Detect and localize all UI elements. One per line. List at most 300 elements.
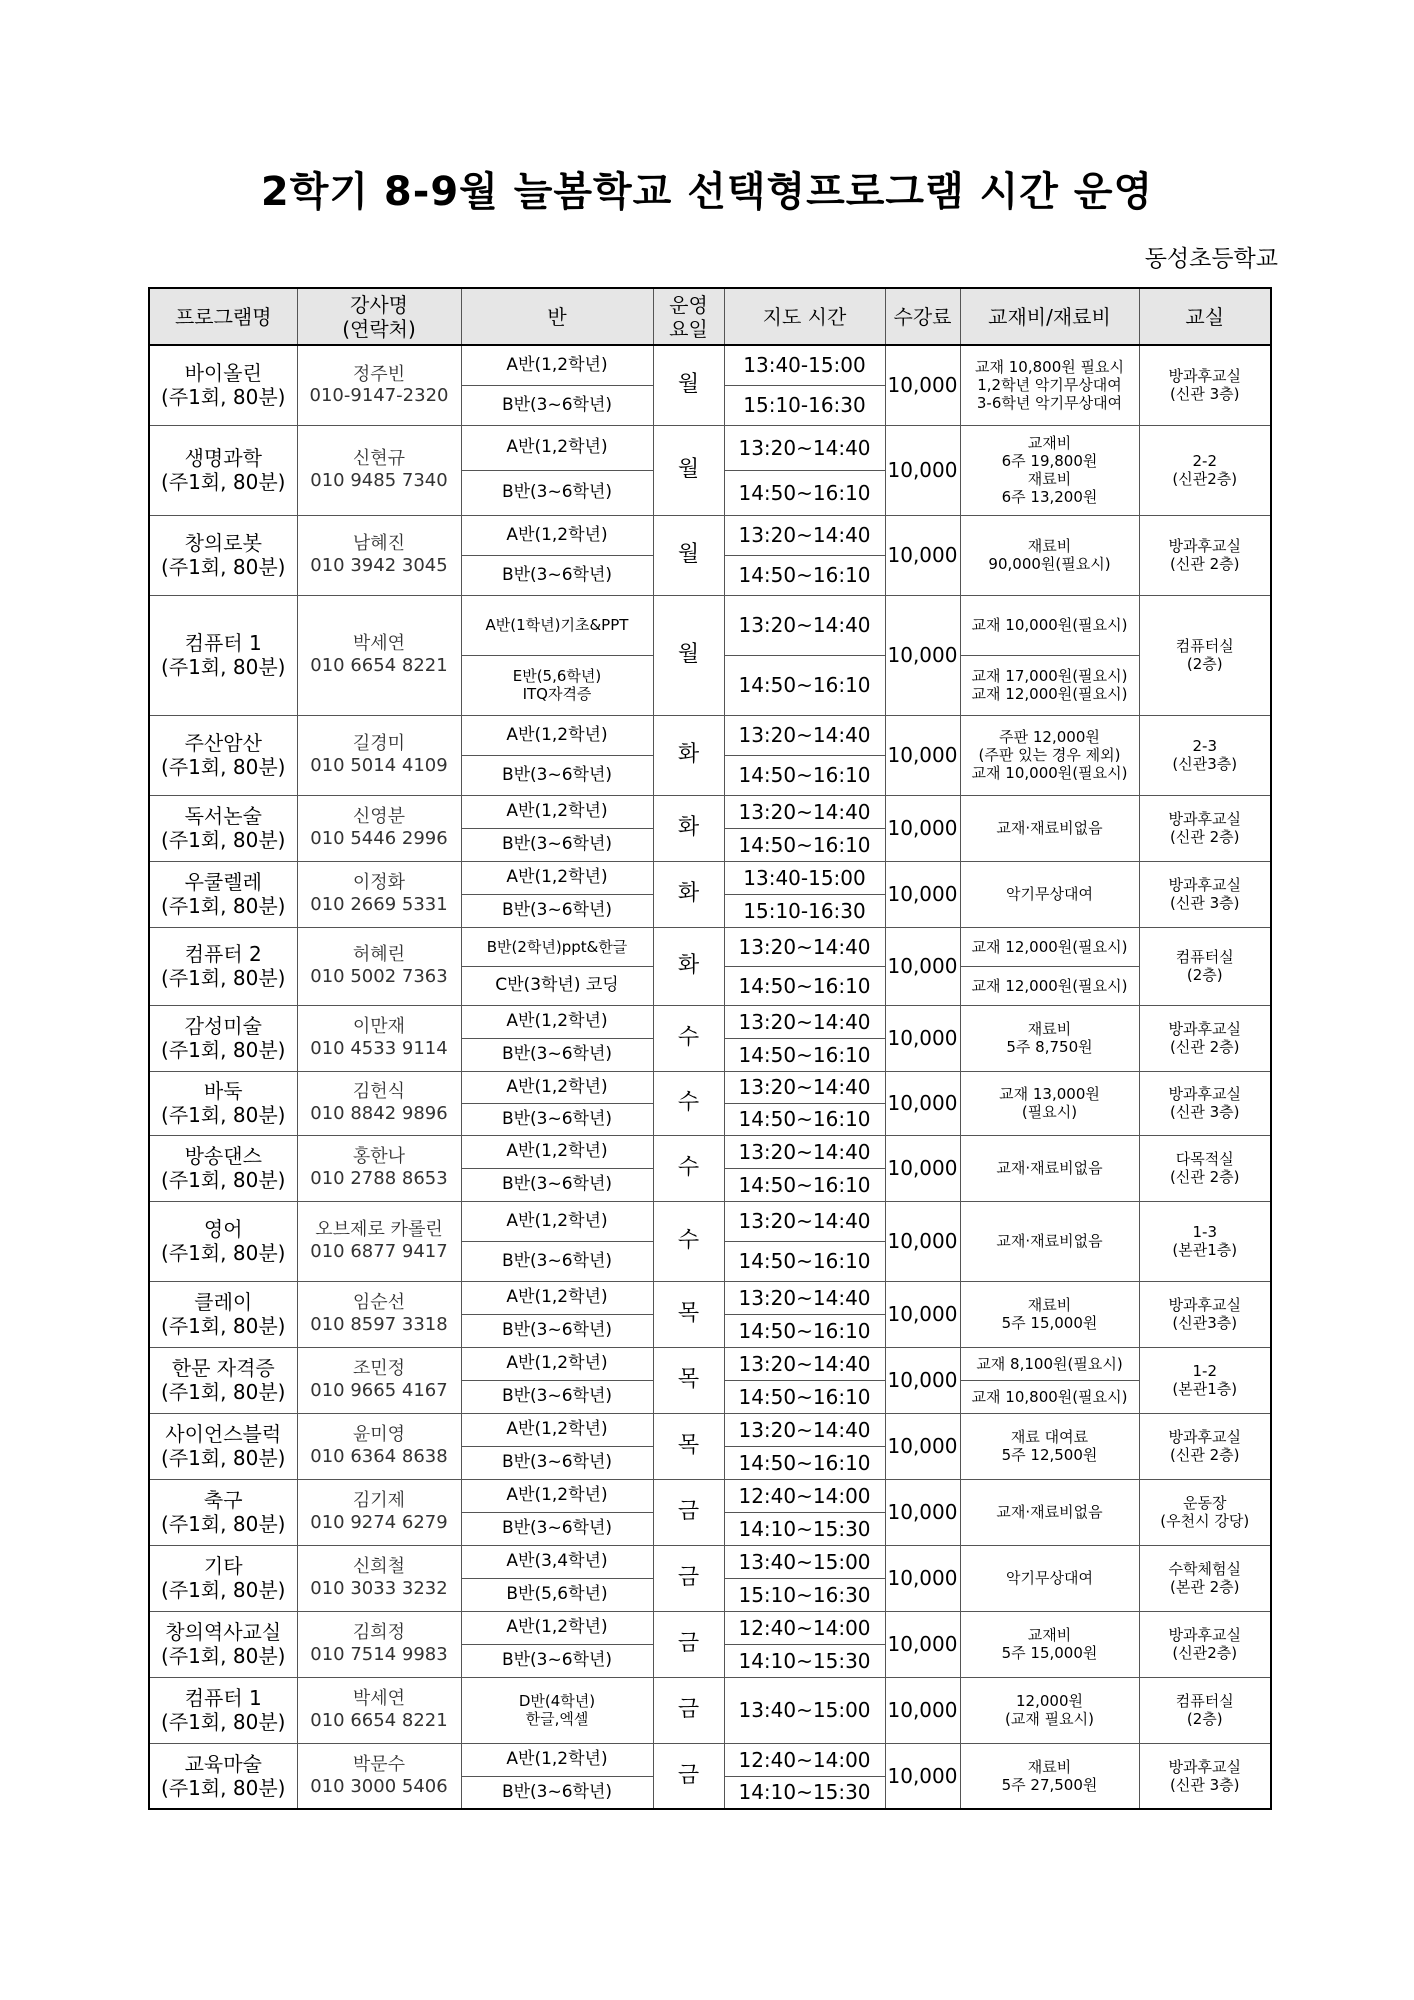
program-text: 바이올린 — [184, 361, 262, 386]
materials — [960, 515, 1139, 595]
room — [1139, 1413, 1271, 1479]
teacher-text: 조민정 — [352, 1358, 406, 1380]
class-name — [461, 1776, 653, 1809]
materials-text: 교재·재료비없음 — [996, 1232, 1103, 1250]
room-text: 컴퓨터실 — [1175, 1692, 1234, 1710]
program-text: 창의역사교실 — [165, 1620, 282, 1644]
table-row — [149, 1413, 1271, 1446]
room — [1139, 715, 1271, 795]
program-text: (주1회, 80분) — [161, 1380, 286, 1404]
time-slot: 14:50~16:10 — [724, 966, 885, 1005]
teacher-info — [297, 425, 461, 515]
room — [1139, 861, 1271, 927]
room-text: (신관2층) — [1172, 1644, 1238, 1662]
program-text: (주1회, 80분) — [161, 385, 286, 410]
materials-text: (교재 필요시) — [1005, 1710, 1094, 1728]
time-slot: 15:10~16:30 — [724, 1578, 885, 1611]
class-name — [461, 1314, 653, 1347]
class-text: A반(1,2학년) — [506, 867, 608, 888]
teacher-text: 010 9485 7340 — [310, 470, 448, 491]
room-text: 다목적실 — [1175, 1150, 1234, 1168]
room-text: 컴퓨터실 — [1175, 637, 1234, 655]
fee: 10,000 — [885, 861, 960, 927]
table-row — [149, 595, 1271, 655]
room-text: 운동장 — [1183, 1494, 1227, 1512]
teacher-text: 박세연 — [352, 1688, 406, 1710]
table-row — [149, 1611, 1271, 1644]
materials — [960, 425, 1139, 515]
teacher-info — [297, 795, 461, 861]
materials-text: 재료비 — [1027, 1296, 1072, 1314]
room-text: 방과후교실 — [1168, 367, 1241, 386]
time-slot: 13:20~14:40 — [724, 795, 885, 828]
materials-text: 교재 8,100원(필요시) — [976, 1354, 1123, 1373]
time-slot: 14:50~16:10 — [724, 1241, 885, 1281]
room-text: 방과후교실 — [1168, 1296, 1241, 1314]
time-slot: 14:50~16:10 — [724, 655, 885, 715]
teacher-text: 길경미 — [352, 733, 406, 755]
teacher-info — [297, 715, 461, 795]
day: 금 — [653, 1611, 724, 1677]
materials — [960, 1071, 1139, 1135]
class-text: A반(1,2학년) — [506, 1485, 608, 1506]
class-text: B반(3~6학년) — [501, 1044, 613, 1065]
teacher-text: 010 4533 9114 — [310, 1038, 448, 1059]
fee: 10,000 — [885, 1677, 960, 1743]
table-row — [149, 425, 1271, 470]
class-text: A반(1,2학년) — [506, 1353, 608, 1374]
teacher-text: 신영분 — [352, 806, 406, 828]
teacher-info — [297, 595, 461, 715]
teacher-text: 010 5446 2996 — [310, 828, 448, 849]
table-row — [149, 715, 1271, 755]
room-text: (신관 2층) — [1170, 555, 1240, 573]
school-name: 동성초등학교 — [1144, 246, 1278, 272]
table-row — [149, 1281, 1271, 1314]
room — [1139, 515, 1271, 595]
program-text: 감성미술 — [184, 1014, 262, 1038]
program-text: (주1회, 80분) — [161, 555, 286, 579]
program-text: (주1회, 80분) — [161, 755, 286, 779]
program-text: 영어 — [203, 1217, 243, 1241]
class-name — [461, 966, 653, 1005]
teacher-text: 남혜진 — [352, 533, 406, 555]
teacher-text: 010 2669 5331 — [310, 894, 448, 915]
day: 수 — [653, 1071, 724, 1135]
program-text: (주1회, 80분) — [161, 1241, 286, 1265]
class-name — [461, 828, 653, 861]
program-text: 컴퓨터 1 — [184, 631, 262, 655]
fee: 10,000 — [885, 425, 960, 515]
class-name — [461, 1005, 653, 1038]
time-slot: 14:50~16:10 — [724, 1103, 885, 1135]
day: 화 — [653, 861, 724, 927]
class-text: 한글,엑셀 — [525, 1710, 589, 1728]
class-text: B반(3~6학년) — [501, 482, 613, 503]
class-text: B반(3~6학년) — [501, 1174, 613, 1195]
teacher-text: 이정화 — [352, 872, 406, 894]
class-name — [461, 1103, 653, 1135]
day: 월 — [653, 345, 724, 425]
program-name — [149, 1413, 297, 1479]
class-text: ITQ자격증 — [522, 685, 592, 703]
teacher-text: 김희정 — [352, 1622, 406, 1644]
teacher-text: 윤미영 — [352, 1424, 406, 1446]
time-slot: 13:20~14:40 — [724, 1201, 885, 1241]
teacher-info — [297, 861, 461, 927]
teacher-info — [297, 1005, 461, 1071]
room — [1139, 1479, 1271, 1545]
class-name — [461, 1743, 653, 1776]
room-text: (신관 3층) — [1170, 1775, 1240, 1794]
teacher-info — [297, 1611, 461, 1677]
room-text: 방과후교실 — [1168, 1757, 1241, 1776]
materials — [960, 966, 1139, 1005]
room — [1139, 1545, 1271, 1611]
room-text: (본관 2층) — [1170, 1578, 1240, 1596]
program-text: 교육마술 — [184, 1751, 262, 1776]
materials-text: 6주 13,200원 — [1001, 488, 1098, 506]
program-text: (주1회, 80분) — [161, 1578, 286, 1602]
time-slot: 12:40~14:00 — [724, 1479, 885, 1512]
teacher-info — [297, 1743, 461, 1809]
fee: 10,000 — [885, 1611, 960, 1677]
fee: 10,000 — [885, 1545, 960, 1611]
room — [1139, 1611, 1271, 1677]
program-text: 우쿨렐레 — [184, 870, 262, 894]
teacher-text: 이만재 — [352, 1016, 406, 1038]
table-header-row — [149, 288, 1271, 345]
materials-text: 재료비 — [1027, 1757, 1072, 1776]
room-text: 1-3 — [1192, 1223, 1217, 1241]
program-text: (주1회, 80분) — [161, 1710, 286, 1734]
class-text: A반(1,2학년) — [506, 1419, 608, 1440]
teacher-text: 010 6877 9417 — [310, 1241, 448, 1262]
teacher-text: 김기제 — [352, 1490, 406, 1512]
fee: 10,000 — [885, 1135, 960, 1201]
program-name — [149, 515, 297, 595]
class-text: A반(1,2학년) — [506, 1210, 608, 1231]
header-fee: 수강료 — [885, 288, 960, 345]
class-name — [461, 1201, 653, 1241]
class-name — [461, 1512, 653, 1545]
class-text: B반(3~6학년) — [501, 564, 613, 585]
teacher-text: 홍한나 — [352, 1146, 406, 1168]
header-room: 교실 — [1139, 288, 1271, 345]
room-text: 방과후교실 — [1168, 810, 1241, 828]
materials-text: 12,000원 — [1016, 1692, 1083, 1710]
day: 금 — [653, 1545, 724, 1611]
day: 목 — [653, 1413, 724, 1479]
program-text: 주산암산 — [184, 731, 262, 755]
class-name — [461, 715, 653, 755]
materials — [960, 1479, 1139, 1545]
program-name — [149, 1005, 297, 1071]
table-row — [149, 1347, 1271, 1380]
room-text: (신관 3층) — [1170, 385, 1240, 404]
fee: 10,000 — [885, 1413, 960, 1479]
teacher-info — [297, 1545, 461, 1611]
program-text: (주1회, 80분) — [161, 966, 286, 990]
time-slot: 14:50~16:10 — [724, 828, 885, 861]
day: 목 — [653, 1347, 724, 1413]
materials — [960, 1281, 1139, 1347]
materials-text: 교재 13,000원 — [999, 1085, 1100, 1103]
materials-text: 5주 15,000원 — [1001, 1644, 1098, 1662]
time-slot: 14:10~15:30 — [724, 1776, 885, 1809]
class-text: B반(3~6학년) — [501, 1320, 613, 1341]
class-name — [461, 345, 653, 385]
table-row — [149, 1071, 1271, 1103]
day: 화 — [653, 927, 724, 1005]
class-text: A반(1,2학년) — [506, 1617, 608, 1638]
program-name — [149, 1743, 297, 1809]
header-teacher: 강사명 (연락처) — [297, 288, 461, 345]
materials-text: 교재 12,000원(필요시) — [971, 976, 1128, 995]
program-name — [149, 927, 297, 1005]
class-text: E반(5,6학년) — [512, 667, 602, 685]
class-text: A반(1학년)기초&PPT — [485, 616, 629, 634]
time-slot: 14:50~16:10 — [724, 1314, 885, 1347]
teacher-text: 010 8842 9896 — [310, 1103, 448, 1124]
teacher-text: 010-9147-2320 — [309, 385, 449, 407]
table-row — [149, 1005, 1271, 1038]
room-text: (신관2층) — [1172, 470, 1238, 488]
teacher-text: 010 6654 8221 — [310, 1710, 448, 1731]
class-text: A반(1,2학년) — [506, 1076, 608, 1097]
program-name — [149, 1479, 297, 1545]
class-name — [461, 1241, 653, 1281]
time-slot: 14:50~16:10 — [724, 755, 885, 795]
room-text: 2-3 — [1192, 737, 1217, 755]
class-text: A반(1,2학년) — [506, 437, 608, 458]
teacher-text: 010 3000 5406 — [310, 1775, 448, 1797]
room-text: (신관 2층) — [1170, 1446, 1240, 1464]
class-text: C반(3학년) 코딩 — [495, 975, 619, 996]
program-name — [149, 1071, 297, 1135]
class-name — [461, 1135, 653, 1168]
fee: 10,000 — [885, 1479, 960, 1545]
time-slot: 14:50~16:10 — [724, 555, 885, 595]
time-slot: 13:20~14:40 — [724, 425, 885, 470]
class-text: B반(2학년)ppt&한글 — [486, 937, 628, 956]
time-slot: 13:40~15:00 — [724, 1545, 885, 1578]
program-text: (주1회, 80분) — [161, 894, 286, 918]
room-text: (신관 2층) — [1170, 828, 1240, 846]
materials-text: 교재 10,000원(필요시) — [971, 616, 1128, 634]
teacher-info — [297, 1281, 461, 1347]
time-slot: 13:20~14:40 — [724, 1135, 885, 1168]
teacher-info — [297, 1135, 461, 1201]
program-name — [149, 1347, 297, 1413]
program-text: (주1회, 80분) — [161, 1512, 286, 1536]
teacher-text: 010 6654 8221 — [310, 655, 448, 676]
materials-text: 90,000원(필요시) — [988, 555, 1111, 573]
fee: 10,000 — [885, 1281, 960, 1347]
teacher-text: 허혜린 — [352, 944, 406, 966]
program-text: 바둑 — [203, 1079, 243, 1103]
room-text: 컴퓨터실 — [1175, 948, 1234, 966]
time-slot: 13:20~14:40 — [724, 715, 885, 755]
table-row — [149, 1677, 1271, 1743]
room-text: 방과후교실 — [1168, 537, 1241, 555]
materials-text: 교재비 — [1027, 1626, 1072, 1644]
materials-text: 5주 12,500원 — [1001, 1446, 1098, 1464]
room — [1139, 425, 1271, 515]
time-slot: 14:50~16:10 — [724, 1380, 885, 1413]
fee: 10,000 — [885, 1743, 960, 1809]
table-row — [149, 1545, 1271, 1578]
program-text: 생명과학 — [184, 446, 262, 470]
program-name — [149, 1281, 297, 1347]
room — [1139, 1677, 1271, 1743]
room-text: (우천시 강당) — [1160, 1512, 1250, 1530]
teacher-text: 김헌식 — [352, 1081, 406, 1103]
materials-text: 5주 27,500원 — [1001, 1775, 1098, 1794]
time-slot: 14:10~15:30 — [724, 1644, 885, 1677]
materials — [960, 1611, 1139, 1677]
class-name — [461, 1479, 653, 1512]
materials-text: 교재 17,000원(필요시) — [971, 667, 1128, 685]
room-text: 방과후교실 — [1168, 1428, 1241, 1446]
teacher-info — [297, 345, 461, 425]
room-text: 방과후교실 — [1168, 1626, 1241, 1644]
class-text: A반(3,4학년) — [506, 1551, 608, 1572]
class-name — [461, 1644, 653, 1677]
day: 화 — [653, 795, 724, 861]
class-name — [461, 470, 653, 515]
materials — [960, 345, 1139, 425]
materials — [960, 1677, 1139, 1743]
time-slot: 13:40-15:00 — [724, 861, 885, 894]
class-text: B반(3~6학년) — [501, 1386, 613, 1407]
class-name — [461, 755, 653, 795]
time-slot: 14:50~16:10 — [724, 1038, 885, 1071]
table-row — [149, 1479, 1271, 1512]
teacher-text: 임순선 — [352, 1292, 406, 1314]
program-text: (주1회, 80분) — [161, 1775, 286, 1800]
materials-text: 재료비 — [1027, 1020, 1072, 1038]
materials-text: 3-6학년 악기무상대여 — [976, 394, 1123, 413]
room-text: 방과후교실 — [1168, 1020, 1241, 1038]
room-text: (신관3층) — [1172, 1314, 1238, 1332]
materials-text: 악기무상대여 — [1006, 885, 1093, 903]
table-row — [149, 1135, 1271, 1168]
materials — [960, 1743, 1139, 1809]
day: 월 — [653, 425, 724, 515]
room-text: 수학체험실 — [1168, 1560, 1241, 1578]
teacher-info — [297, 515, 461, 595]
materials-text: 교재·재료비없음 — [996, 819, 1103, 837]
day: 월 — [653, 595, 724, 715]
time-slot: 13:20~14:40 — [724, 515, 885, 555]
room — [1139, 1071, 1271, 1135]
time-slot: 14:50~16:10 — [724, 470, 885, 515]
materials-text: 교재 10,800원 필요시 — [975, 358, 1124, 377]
time-slot: 13:40-15:00 — [724, 345, 885, 385]
materials — [960, 1347, 1139, 1380]
fee: 10,000 — [885, 927, 960, 1005]
class-text: A반(1,2학년) — [506, 355, 608, 376]
class-name — [461, 861, 653, 894]
time-slot: 13:20~14:40 — [724, 595, 885, 655]
program-text: 사이언스블럭 — [165, 1422, 282, 1446]
program-text: 창의로봇 — [184, 531, 262, 555]
materials-text: 교재 10,000원(필요시) — [971, 764, 1128, 782]
teacher-text: 010 8597 3318 — [310, 1314, 448, 1335]
materials-text: 5주 15,000원 — [1001, 1314, 1098, 1332]
program-text: 클레이 — [194, 1290, 253, 1314]
materials — [960, 927, 1139, 966]
class-name — [461, 1446, 653, 1479]
time-slot: 14:10~15:30 — [724, 1512, 885, 1545]
teacher-text: 010 5002 7363 — [310, 966, 448, 987]
room-text: (본관1층) — [1172, 1380, 1238, 1398]
room — [1139, 1347, 1271, 1413]
room — [1139, 1743, 1271, 1809]
room-text: (신관 3층) — [1170, 1103, 1240, 1121]
materials — [960, 595, 1139, 655]
teacher-text: 신희철 — [352, 1556, 406, 1578]
day: 화 — [653, 715, 724, 795]
class-name — [461, 1677, 653, 1743]
teacher-text: 신현규 — [352, 448, 406, 470]
materials — [960, 1005, 1139, 1071]
fee: 10,000 — [885, 795, 960, 861]
table-row — [149, 861, 1271, 894]
fee: 10,000 — [885, 1201, 960, 1281]
room — [1139, 927, 1271, 1005]
room — [1139, 795, 1271, 861]
class-name — [461, 1380, 653, 1413]
materials — [960, 1201, 1139, 1281]
teacher-info — [297, 1201, 461, 1281]
day: 금 — [653, 1479, 724, 1545]
room — [1139, 345, 1271, 425]
fee: 10,000 — [885, 1071, 960, 1135]
materials-text: 주판 12,000원 — [999, 728, 1100, 746]
fee: 10,000 — [885, 1347, 960, 1413]
program-text: (주1회, 80분) — [161, 655, 286, 679]
class-text: B반(3~6학년) — [501, 1650, 613, 1671]
materials — [960, 861, 1139, 927]
time-slot: 12:40~14:00 — [724, 1743, 885, 1776]
day: 수 — [653, 1005, 724, 1071]
materials — [960, 795, 1139, 861]
teacher-info — [297, 1479, 461, 1545]
fee: 10,000 — [885, 345, 960, 425]
program-text: 한문 자격증 — [171, 1356, 275, 1380]
teacher-text: 010 2788 8653 — [310, 1168, 448, 1189]
class-text: B반(3~6학년) — [501, 1108, 613, 1129]
room-text: (신관 2층) — [1170, 1168, 1240, 1186]
materials-text: 6주 19,800원 — [1001, 452, 1098, 470]
class-name — [461, 385, 653, 425]
class-name — [461, 927, 653, 966]
program-name — [149, 425, 297, 515]
class-text: B반(3~6학년) — [501, 834, 613, 855]
materials-text: (주판 있는 경우 제외) — [978, 746, 1121, 764]
program-name — [149, 1611, 297, 1677]
program-name — [149, 715, 297, 795]
teacher-text: 정주빈 — [352, 363, 406, 385]
time-slot: 13:40~15:00 — [724, 1677, 885, 1743]
class-text: B반(3~6학년) — [501, 1518, 613, 1539]
class-name — [461, 1168, 653, 1201]
day: 월 — [653, 515, 724, 595]
program-name — [149, 1677, 297, 1743]
class-name — [461, 425, 653, 470]
